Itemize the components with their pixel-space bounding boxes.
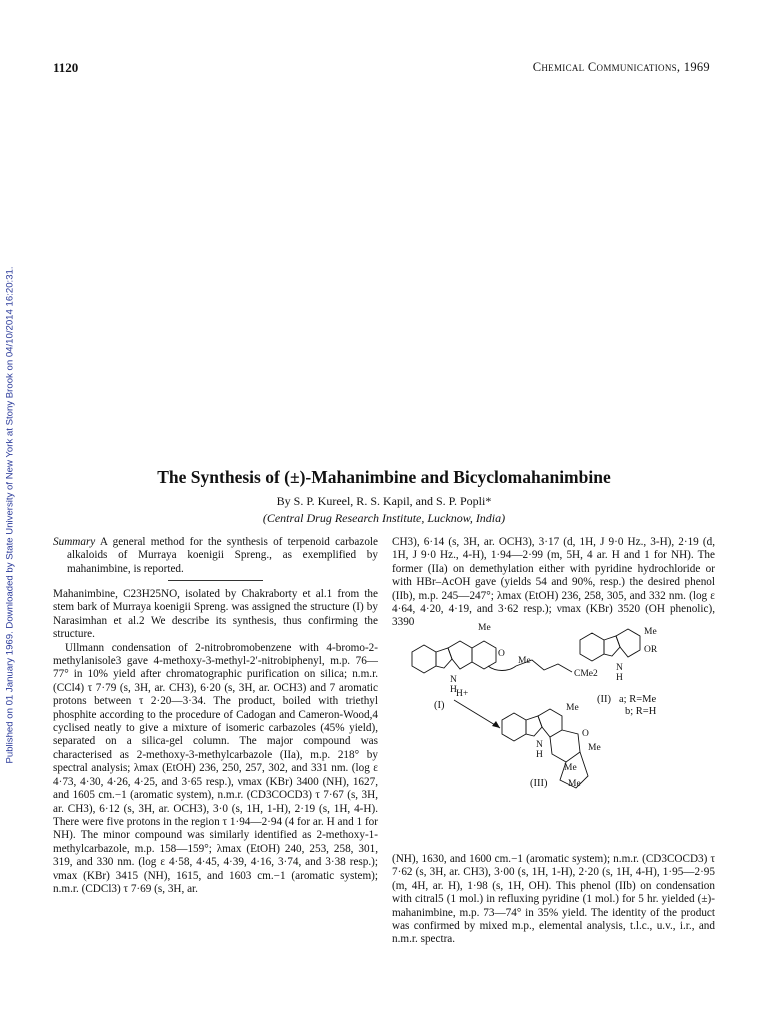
- label-I-N: N: [450, 675, 457, 685]
- compound-III-label: (III): [530, 778, 548, 789]
- structure-II-drawing: [580, 629, 640, 661]
- label-I-H: H: [450, 685, 457, 695]
- continuation-paragraph: CH3), 6·14 (s, 3H, ar. OCH3), 3·17 (d, 1H, J 9·0 Hz., 3-H), 2·19 (d, 1H, J 9·0 Hz., 4-H), 1·94—2·99 (m, 5H, 4 ar. H and 1 for NH). The former (IIa) on demethylation either with pyridine hydrochloride or with HBr–AcOH gave (yields 54 and 90%, resp.) the desired phenol (IIb), m.p. 245—247°; λmax (EtOH) 236, 258, 305, and 332 nm. (log ε 4·64, 4·20, 4·19, and 3·62 resp.); νmax (KBr) 3520 (OH phenolic), 3390: [392, 536, 715, 629]
- label-III-Me-top: Me: [566, 703, 579, 713]
- label-III-H: H: [536, 750, 543, 760]
- label-II-H: H: [616, 673, 623, 683]
- label-III-Me-bottom: Me: [568, 779, 581, 789]
- left-column: [53, 588, 378, 896]
- watermark-text: Published on 01 January 1969. Downloaded by State University of New York at Stony Brook on 04/10/2014 16:20:31.: [4, 266, 16, 764]
- label-I-CMe2: CMe2: [574, 669, 598, 679]
- intro-paragraph: Mahanimbine, C23H25NO, isolated by Chakraborty et al.1 from the stem bark of Murraya koenigii Spreng. was assigned the structure (I) by Narasimhan et al.2 We describe its synthesis, thus confirming the structure.: [53, 588, 378, 641]
- label-I-Me-top: Me: [478, 623, 491, 633]
- journal-header: Chemical Communications, 1969: [532, 60, 710, 74]
- label-II-N: N: [616, 663, 623, 673]
- structure-III-drawing: [502, 709, 588, 788]
- label-II-Me: Me: [644, 627, 657, 637]
- summary-text: A general method for the synthesis of terpenoid carbazole alkaloids of Murraya koenigii Spreng., as exemplified by mahanimbine, is reported.: [67, 536, 378, 575]
- reaction-scheme: [392, 610, 715, 850]
- affiliation-line: (Central Drug Research Institute, Lucknow, India): [262, 511, 506, 525]
- authors-line: By S. P. Kureel, R. S. Kapil, and S. P. Popli*: [276, 494, 492, 508]
- synthesis-paragraph: Ullmann condensation of 2-nitrobromobenzene with 4-bromo-2-methylanisole3 gave 4-methoxy-3-methyl-2′-nitrobiphenyl, m.p. 76—77° in 10% yield after chromatographic purification on silica; n.m.r. (CCl4) τ 7·79 (s, 3H, ar. CH3), 6·20 (s, 3H, ar. OCH3) and 7 aromatic protons between τ 2·20—3·34. The product, boiled with triethyl phosphite according to the procedure of Cadogan and Cameron-Wood,4 cyclised neatly to give a mixture of isomeric carbazoles (45% yield), separated on a silica-gel column. The major compound was characterised as 2-methoxy-3-methylcarbazole (IIa), m.p. 218° by spectral analysis; λmax (EtOH) 236, 250, 257, 302, and 331 nm. (log ε 4·73, 4·30, 4·26, 4·25, and 3·65 resp.), νmax (KBr) 3400 (NH), 1627, and 1605 cm.−1 (aromatic system), n.m.r. (CD3COCD3) τ 7·67 (s, 3H, ar. CH3), 6·12 (s, 3H, ar. OCH3), 3·0 (s, 1H, 1-H), 2·19 (s, 1H, 4-H). There were five protons in the region τ 1·94—2·94 (4 for ar. H and 1 for NH). The minor compound was similarly identified as 2-methoxy-1-methylcarbazole, m.p. 158—159°; λmax (EtOH) 240, 253, 258, 301, 319, and 330 nm. (log ε 4·58, 4·45, 4·39, 4·16, 3·74, and 3·38 resp.); νmax (KBr) 3415 (NH), 1615, and 1603 cm.−1 (aromatic system); n.m.r. (CDCl3) τ 7·69 (s, 3H, ar.: [53, 641, 378, 895]
- article-title: The Synthesis of (±)-Mahanimbine and Bicyclomahanimbine: [157, 467, 611, 487]
- label-III-O: O: [582, 729, 589, 739]
- reaction-arrow: [454, 700, 500, 728]
- summary-block: [53, 536, 378, 576]
- compound-II-label: (II): [597, 694, 611, 705]
- label-II-OR: OR: [644, 645, 658, 655]
- variant-a-label: a; R=Me: [619, 694, 657, 705]
- summary-label: Summary: [53, 536, 96, 548]
- right-column-bottom: [392, 853, 715, 947]
- compound-I-label: (I): [434, 700, 445, 711]
- variant-b-label: b; R=H: [625, 706, 657, 717]
- label-III-Me-right: Me: [588, 743, 601, 753]
- separator-rule: [168, 580, 263, 581]
- summary-paragraph: [53, 536, 378, 576]
- structure-I-drawing: [412, 641, 572, 673]
- page-number: 1120: [53, 60, 79, 75]
- label-I-O: O: [498, 649, 505, 659]
- label-III-Me-center: Me: [564, 763, 577, 773]
- conclusion-paragraph: (NH), 1630, and 1600 cm.−1 (aromatic system); n.m.r. (CD3COCD3) τ 7·62 (s, 3H, ar. CH3), 3·00 (s, 1H, 1-H), 2·20 (s, 1H, 4-H), 1·95—2·95 (m, 4H, ar. H), 1·98 (s, 1H, OH). This phenol (IIb) on condensation with citral5 (1 mol.) in refluxing pyridine (1 mol.) for 5 hr. yielded (±)-mahanimbine, m.p. 73—74° in 35% yield. The identity of the product was confirmed by mixed m.p., elemental analysis, t.l.c., u.v., i.r., and n.m.r. spectra.: [392, 853, 715, 946]
- reagent-label: H+: [456, 689, 469, 699]
- label-III-N: N: [536, 740, 543, 750]
- label-I-Me-side: Me: [518, 656, 531, 666]
